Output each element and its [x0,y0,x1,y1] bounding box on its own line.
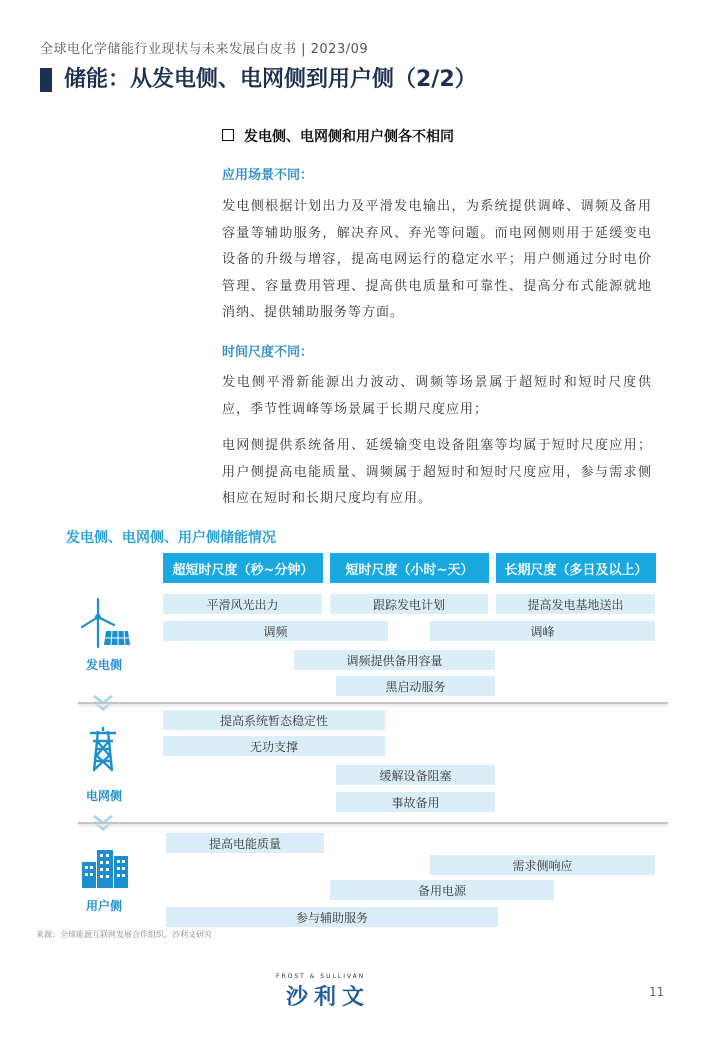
wind-solar-icon [72,597,130,649]
scenario-label: 应用场景不同： [222,168,314,183]
bar-emergency-reserve: 事故备用 [336,792,495,812]
scenario-paragraph: 发电侧根据计划出力及平滑发电输出，为系统提供调峰、调频及备用容量等辅助服务，解决弃风、弃光等问题。而电网侧则用于延缓变电设备的升级与增容，提高电网运行的稳定水平；用户侧通过分时电价管理、容量费用管理、提高供电质量和可靠性、提高分布式能源就地消纳、提供辅助服务等方面。 [222,199,652,320]
role-grid: 电网侧 [85,789,122,803]
bar-backup-power: 备用电源 [330,880,554,900]
company-logo: 沙利文 [286,985,371,1010]
time-paragraph-1: 发电侧平滑新能源出力波动、调频等场景属于超短时和短时尺度供应，季节性调峰等场景属于长期尺度应用； [222,375,652,417]
page-title: 储能：从发电侧、电网侧到用户侧（2/2） [64,67,477,92]
bar-track-plan: 跟踪发电计划 [330,594,488,614]
bar-demand-response: 需求侧响应 [430,855,655,875]
section-divider [78,822,668,824]
bar-reserve-capacity: 调频提供备用容量 [294,650,495,670]
bar-base-export: 提高发电基地送出 [496,594,655,614]
logo-subtitle: FROST & SULLIVAN [276,973,366,980]
diagram-title: 发电侧、电网侧、用户侧储能情况 [66,530,276,546]
time-paragraph-2: 电网侧提供系统备用、延缓输变电设备阻塞等均属于短时尺度应用；用户侧提高电能质量、调频属于超短时和短时尺度应用，参与需求侧相应在短时和长期尺度均有应用。 [222,438,652,506]
title-marker [40,68,52,92]
bar-black-start: 黑启动服务 [336,676,495,696]
source-note: 来源：全球能源互联网发展合作组织，沙利文研究 [36,930,212,939]
bar-frequency-regulation: 调频 [163,621,388,641]
report-header: 全球电化学储能行业现状与未来发展白皮书 | 2023/09 [40,42,369,57]
section-divider [78,702,668,704]
bar-congestion-relief: 缓解设备阻塞 [336,765,495,785]
section-heading-text: 发电侧、电网侧和用户侧各不相同 [244,129,454,145]
buildings-icon [80,848,130,888]
role-generation: 发电侧 [85,658,122,672]
transmission-tower-icon [86,725,120,773]
column-ultra-short: 超短时尺度（秒~分钟） [163,553,323,583]
section-heading [222,126,454,146]
bar-ancillary-services: 参与辅助服务 [166,907,498,927]
bar-reactive-support: 无功支撑 [163,736,385,756]
checkbox-square-icon [222,129,234,141]
bar-transient-stability: 提高系统暂态稳定性 [163,710,385,730]
role-user: 用户侧 [85,899,122,913]
bar-peak-shaving: 调峰 [430,621,655,641]
bar-power-quality: 提高电能质量 [166,833,324,853]
page-number: 11 [649,985,665,999]
column-long: 长期尺度（多日及以上） [496,553,656,583]
column-short: 短时尺度（小时~天） [330,553,489,583]
bar-smooth-output: 平滑风光出力 [163,594,322,614]
time-label: 时间尺度不同： [222,345,314,360]
